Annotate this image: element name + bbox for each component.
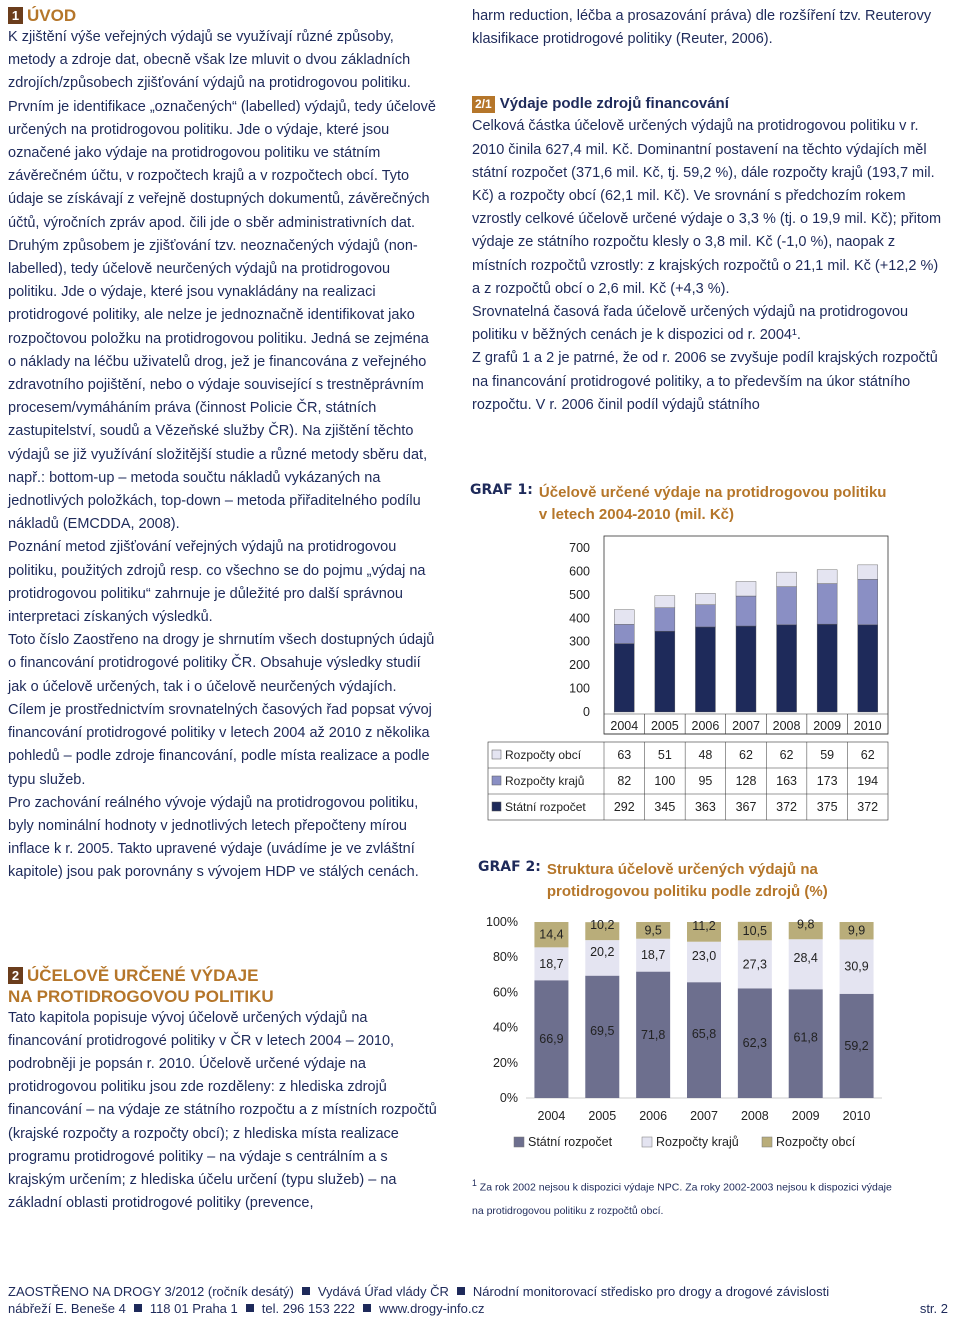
data-label: 10,2: [590, 918, 615, 933]
data-label: 30,9: [844, 959, 869, 974]
bar-segment: [777, 572, 797, 587]
legend-label: Rozpočty obcí: [505, 748, 582, 762]
data-label: 27,3: [742, 957, 768, 972]
data-label: 71,8: [640, 1027, 666, 1042]
footer-link[interactable]: www.drogy-info.cz: [379, 1301, 485, 1316]
left-column: [8, 5, 438, 1215]
graf-1-chart: [470, 532, 890, 822]
section-title: ÚVOD: [27, 6, 77, 25]
table-value: 100: [654, 774, 676, 788]
footer-line-2: [8, 1300, 948, 1317]
data-label: 28,4: [793, 951, 818, 966]
page-number: str. 2: [919, 1301, 948, 1316]
y-tick-label: 100%: [486, 915, 518, 929]
bar-segment: [777, 587, 797, 625]
footer-text: nábřeží E. Beneše 4: [8, 1301, 126, 1316]
table-value: 292: [613, 800, 635, 814]
table-value: 62: [779, 748, 794, 762]
footer-text: ZAOSTŘENO NA DROGY 3/2012 (ročník desátý): [8, 1284, 294, 1299]
graf-label: GRAF 2:: [478, 859, 541, 875]
table-value: 95: [698, 774, 713, 788]
bar-segment: [858, 565, 878, 580]
bar-segment: [695, 605, 715, 627]
legend-label: Státní rozpočet: [505, 800, 586, 814]
paragraph: Pro zachování reálného vývoje výdajů na protidrogovou politiku, byly nominální hodnoty v jednotlivých letech přepočteny mírou inflace k r. 2005. Takto upravené výdaje (uvádíme je ve zvláštní kapitole) jsou pak porovnány s vývojem HDP ve stálých cenách.: [8, 794, 419, 881]
data-label: 66,9: [539, 1032, 564, 1047]
x-tick-label: 2007: [732, 719, 760, 733]
x-tick-label: 2008: [772, 719, 801, 733]
data-label: 20,2: [590, 944, 615, 959]
table-value: 367: [735, 800, 757, 814]
section-title-line: NA PROTIDROGOVOU POLITIKU: [8, 986, 274, 1006]
data-label: 9,8: [797, 917, 815, 932]
bar-segment: [817, 624, 837, 712]
paragraph: Toto číslo Zaostřeno na drogy je shrnutím všech dostupných údajů o financování protidrogové politiky ČR. Obsahuje výsledky studií jak o účelově určených, tak i o účelově neurčených výdajích. Cílem je prostřednictvím srovnatelných časových řad popsat vývoj financování protidrogové politiky v letech 2004 až 2010 z několika pohledů – podle zdroje financování, podle místa realizace a podle typu služeb.: [8, 632, 435, 788]
bar-segment: [655, 631, 675, 712]
data-label: 10,5: [742, 924, 768, 939]
x-tick-label: 2006: [691, 719, 720, 733]
data-label: 14,4: [539, 927, 564, 942]
table-value: 345: [654, 800, 676, 814]
data-label: 65,8: [691, 1027, 717, 1042]
table-value: 59: [820, 748, 835, 762]
table-value: 63: [617, 748, 632, 762]
paragraph: Poznání metod zjišťování veřejných výdajů na protidrogovou politiku, použitých zdrojů resp. co všechno se do pojmu „výdaj na protidrogovou politiku“ zahrnuje je důležité pro další správnou interpretaci získaných výsledků.: [8, 539, 426, 626]
footer-line-1: [8, 1283, 948, 1300]
subsection-heading: [472, 93, 942, 115]
section-title: [8, 965, 274, 1007]
right-column: [472, 5, 942, 417]
subsection-number-badge: 2/1: [472, 96, 495, 113]
table-value: 173: [816, 774, 838, 788]
x-tick-label: 2004: [610, 719, 639, 733]
square-bullet-icon: [134, 1304, 142, 1312]
x-tick-label: 2009: [813, 719, 842, 733]
data-label: 9,9: [847, 923, 866, 938]
footer-address: [8, 1300, 485, 1317]
footnote-marker: 1: [472, 1178, 477, 1188]
legend-swatch: [492, 776, 501, 785]
y-tick-label: 0: [583, 705, 590, 719]
subsection-title: Výdaje podle zdrojů financování: [499, 95, 729, 113]
footer-text: tel. 296 153 222: [261, 1301, 356, 1316]
graf-1-heading: [470, 482, 890, 526]
x-tick-label: 2010: [842, 1109, 871, 1123]
x-tick-label: 2010: [853, 719, 882, 733]
paragraph: Z grafů 1 a 2 je patrné, že od r. 2006 se zvyšuje podíl krajských rozpočtů na financování protidrogové politiky, a to především na úkor státního rozpočtu. V r. 2006 činil podíl výdajů státního: [472, 350, 938, 413]
data-label: 23,0: [691, 948, 717, 963]
x-tick-label: 2005: [650, 719, 679, 733]
bar-segment: [614, 644, 634, 712]
x-tick-label: 2008: [740, 1109, 769, 1123]
x-tick-label: 2004: [537, 1109, 566, 1123]
square-bullet-icon: [363, 1304, 371, 1312]
bar-segment: [695, 627, 715, 712]
table-value: 82: [617, 774, 632, 788]
section-number-badge: 1: [8, 7, 23, 24]
data-label: 11,2: [692, 918, 716, 933]
paragraph: K zjištění výše veřejných výdajů se využívají různé způsoby, metody a zdroje dat, obecně však lze mluvit o dvou základních zdrojích/způsobech zjišťování výdajů na protidrogovou politiku. Prvním je identifikace „označených“ (labelled) výdajů, tedy účelově určených na protidrogovou politiku. Jde o výdaje, které jsou označené jako výdaje na protidrogovou politiku ve státním závěrečném účtu, v rozpočtech krajů a v rozpočtech obcí. Tyto údaje se získávají z veřejně dostupných dokumentů, závěrečných účtů, výročních zpráv apod. čili jde o sběr administrativních dat. Druhým způsobem je zjišťování tzv. neoznačených výdajů (non-labelled), tedy účelově neurčených výdajů na protidrogovou politiku. Jde o výdaje, které jsou vynakládány na realizaci protidrogové politiky, ale nelze je jednoznačně identifikovat jako rozpočtovou položku na protidrogovou politiku. Jedná se zejména o náklady na léčbu uživatelů drog, jež je financována z veřejného zdravotního pojištění, nebo o výdaje související s trestněprávním procesem/vymáháním práva (činnost Policie ČR, státních zastupitelství, soudů a Vězeňské služby ČR). Na zjištění těchto výdajů se již využívání složitější studie a různé metody sběru dat, např.: bottom-up – metoda součtu nákladů vykázaných na jednotlivých položkách, top-down – metoda přiřaditelného podílu nákladů (EMCDDA, 2008).: [8, 29, 436, 533]
table-value: 62: [860, 748, 875, 762]
table-value: 372: [857, 800, 879, 814]
bar-segment: [655, 608, 675, 631]
page-footer: [8, 1283, 948, 1317]
square-bullet-icon: [246, 1304, 254, 1312]
y-tick-label: 400: [569, 611, 590, 626]
section-1-heading: [8, 5, 438, 26]
footnote: [472, 1172, 892, 1223]
y-tick-label: 300: [569, 634, 590, 649]
table-value: 51: [657, 748, 672, 762]
table-value: 62: [739, 748, 753, 762]
x-tick-label: 2006: [639, 1109, 668, 1123]
graf-title: Účelově určené výdaje na protidrogovou politiku v letech 2004-2010 (mil. Kč): [538, 484, 887, 523]
table-value: 363: [694, 800, 716, 814]
x-tick-label: 2007: [690, 1109, 718, 1123]
table-value: 128: [735, 774, 757, 788]
square-bullet-icon: [302, 1287, 310, 1295]
section-2-heading: [8, 965, 438, 1007]
legend-label: Rozpočty krajů: [505, 774, 585, 788]
bar-segment: [817, 584, 837, 625]
table-value: 48: [698, 748, 713, 762]
footer-publication: [8, 1283, 829, 1300]
data-label: 59,2: [844, 1038, 869, 1053]
paragraph: Srovnatelná časová řada účelově určených výdajů na protidrogovou politiku v běžných cenách je k dispozici od r. 2004¹.: [472, 304, 909, 344]
legend-swatch: [642, 1137, 652, 1147]
x-tick-label: 2005: [588, 1109, 617, 1123]
bar-segment: [695, 593, 715, 604]
bar-segment: [858, 579, 878, 624]
table-value: 375: [816, 800, 838, 814]
data-label: 61,8: [793, 1030, 818, 1045]
y-tick-label: 700: [569, 541, 590, 555]
table-value: 163: [776, 774, 798, 788]
bar-segment: [817, 570, 837, 584]
y-tick-label: 500: [569, 587, 590, 602]
table-value: 372: [776, 800, 798, 814]
paragraph: Celková částka účelově určených výdajů na protidrogovou politiku v r. 2010 činila 627,4 mil. Kč. Dominantní postavení na těchto výdajích měl státní rozpočet (371,6 mil. Kč, tj. 59,2 %), dále rozpočty krajů (193,7 mil. Kč) a rozpočty obcí (62,1 mil. Kč). Ve srovnání s předchozím rokem vzrostly celkové účelově určené výdaje o 3,3 % (tj. o 19,9 mil. Kč); přitom výdaje ze státního rozpočtu klesly o 3,8 mil. Kč (-1,0 %), naopak z místních rozpočtů vzrostly: z krajských rozpočtů o 21,1 mil. Kč (+12,2 %) a z rozpočtů obcí o 2,6 mil. Kč (+4,3 %).: [472, 118, 942, 297]
footer-text: 118 01 Praha 1: [149, 1301, 238, 1316]
bar-segment: [655, 596, 675, 608]
footer-text: Vydává Úřad vlády ČR: [317, 1284, 449, 1299]
section-number-badge: 2: [8, 967, 23, 984]
legend-label: Rozpočty obcí: [776, 1135, 856, 1149]
table-value: 194: [857, 774, 879, 788]
graf-title: Struktura účelově určených výdajů na protidrogovou politiku podle zdrojů (%): [546, 861, 828, 900]
graf-2-heading: [478, 859, 908, 903]
y-tick-label: 100: [569, 681, 590, 696]
graf-label: GRAF 1:: [470, 482, 533, 498]
bar-segment: [614, 624, 634, 643]
paragraph: Tato kapitola popisuje vývoj účelově určených výdajů na financování protidrogové politiky v ČR v letech 2004 – 2010, podrobněji je popsán r. 2010. Účelově určené výdaje na protidrogovou politiku jsou zde rozděleny: z hlediska zdrojů financování – na výdaje ze státního rozpočtu a z místních rozpočtů (krajské rozpočty a rozpočty obcí); z hlediska místa realizace programu protidrogové politiky – na výdaje s centrálním a s krajským určením; z hlediska účelu určení (typu služeb) – na základní oblasti protidrogové politiky (prevence,: [8, 1009, 437, 1212]
bar-segment: [777, 625, 797, 712]
footnote-text: Za rok 2002 nejsou k dispozici výdaje NPC. Za roky 2002-2003 nejsou k dispozici výdaje na protidrogovou politiku z rozpočtů obcí.: [472, 1181, 892, 1217]
legend-swatch: [492, 802, 501, 811]
bar-segment: [614, 610, 634, 625]
y-tick-label: 60%: [492, 985, 518, 1000]
data-label: 62,3: [742, 1036, 768, 1051]
bar-segment: [736, 582, 756, 597]
data-label: 9,5: [644, 923, 662, 938]
graf-2-chart: [470, 908, 890, 1163]
paragraph: harm reduction, léčba a prosazování práva) dle rozšíření tzv. Reuterovy klasifikace protidrogové politiky (Reuter, 2006).: [472, 8, 932, 48]
data-label: 18,7: [539, 956, 564, 971]
y-tick-label: 40%: [492, 1020, 518, 1035]
y-tick-label: 20%: [492, 1055, 518, 1070]
legend-label: Státní rozpočet: [528, 1135, 613, 1149]
x-tick-label: 2009: [791, 1109, 820, 1123]
y-tick-label: 80%: [492, 950, 518, 965]
section-title-line: ÚČELOVĚ URČENÉ VÝDAJE: [27, 965, 259, 985]
bar-segment: [858, 625, 878, 712]
y-tick-label: 0%: [499, 1091, 518, 1105]
y-tick-label: 200: [569, 658, 590, 673]
legend-swatch: [762, 1137, 772, 1147]
legend-swatch: [514, 1137, 524, 1147]
data-label: 69,5: [590, 1023, 615, 1038]
square-bullet-icon: [457, 1287, 465, 1295]
y-tick-label: 600: [569, 564, 590, 579]
data-label: 18,7: [640, 948, 666, 963]
footer-text: Národní monitorovací středisko pro drogy a drogové závislosti: [472, 1284, 830, 1299]
bar-segment: [736, 626, 756, 712]
legend-swatch: [492, 750, 501, 759]
legend-label: Rozpočty krajů: [656, 1135, 739, 1149]
bar-segment: [736, 596, 756, 626]
